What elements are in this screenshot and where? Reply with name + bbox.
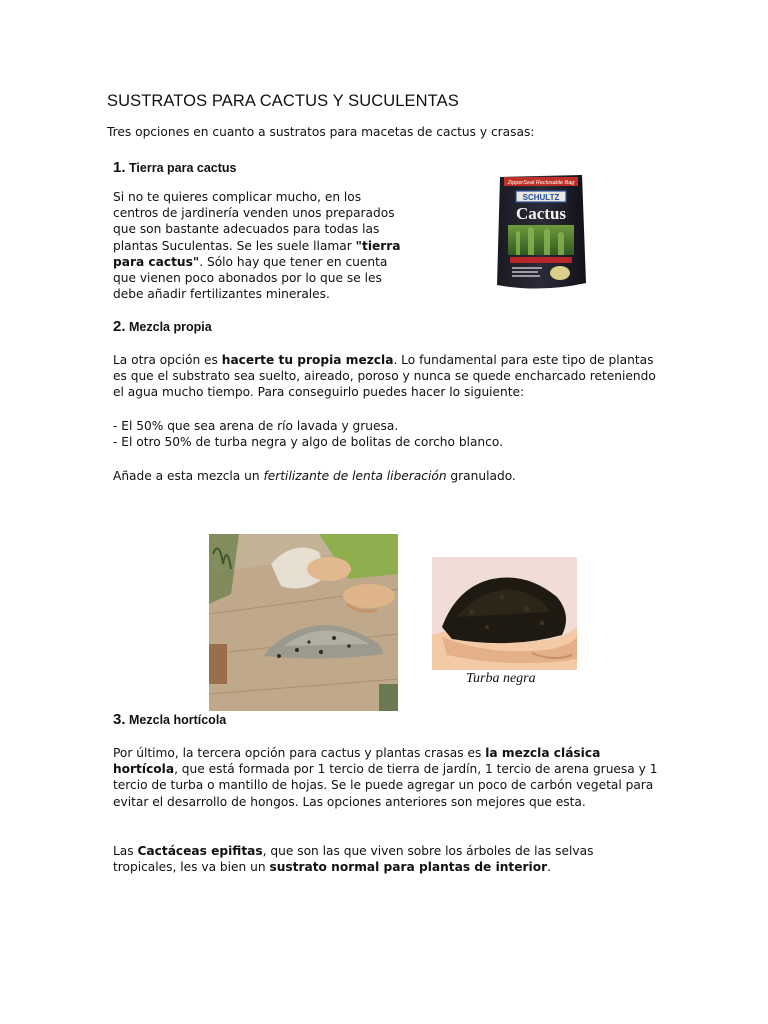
- section-1-text-a: Si no te quieres complicar mucho, en los centros de jardinería venden unos preparados que son bastante adecuados para todas las plantas Suculentas. Se les suele llamar: [113, 190, 395, 253]
- section-2-text-a: La otra opción es: [113, 353, 222, 367]
- peat-caption: Turba negra: [466, 671, 536, 686]
- bag-product-name: Cactus: [515, 204, 567, 223]
- section-3-paragraph-1: [113, 745, 658, 810]
- section-2-heading: [113, 318, 212, 335]
- section-2-text-bold: hacerte tu propia mezcla: [221, 353, 394, 367]
- section-3-text-c: Las: [113, 844, 138, 858]
- section-2-text-italic: fertilizante de lenta liberación: [263, 469, 447, 483]
- cactus-soil-bag-image: [494, 171, 588, 293]
- section-2-text-d: granulado.: [446, 469, 516, 483]
- section-2-list: [113, 418, 658, 450]
- section-2-title: Mezcla propia: [129, 320, 212, 334]
- section-3-text-d: , que son las que viven sobre los árboles de las selvas tropicales, les va bien un: [113, 844, 594, 875]
- section-2-number: 2.: [113, 318, 126, 335]
- bag-brand: SCHULTZ: [522, 193, 560, 202]
- section-2-paragraph-2: [113, 468, 658, 484]
- section-3-paragraph-2: [113, 843, 658, 875]
- section-3-text-bold: la mezcla clásica hortícola: [113, 746, 601, 777]
- section-3-heading: [113, 711, 226, 728]
- section-3-title: Mezcla hortícola: [129, 713, 227, 727]
- section-3-text-bold-2: sustrato normal para plantas de interior: [269, 860, 548, 875]
- section-1-text-b: . Sólo hay que tener en cuenta que vienen poco abonados por lo que se les debe añadir fertilizantes minerales.: [113, 254, 388, 302]
- section-3-text-bold-1: Cactáceas epifitas: [137, 844, 263, 858]
- section-3-number: 3.: [113, 711, 126, 728]
- section-1-title: Tierra para cactus: [129, 161, 237, 175]
- section-1-number: 1.: [113, 159, 126, 176]
- list-item: - El otro 50% de turba negra y algo de bolitas de corcho blanco.: [113, 435, 503, 450]
- section-1-heading: [113, 159, 236, 176]
- list-item: - El 50% que sea arena de río lavada y gruesa.: [113, 419, 399, 433]
- section-2-paragraph-1: [113, 352, 658, 401]
- page-title: SUSTRATOS PARA CACTUS Y SUCULENTAS: [107, 92, 459, 110]
- section-2-text-b: . Lo fundamental para este tipo de plantas es que el substrato sea suelto, aireado, poroso y nunca se quede encharcado reteniendo el agua mucho tiempo. Para conseguirlo puedes hacer lo siguiente:: [113, 353, 656, 400]
- bag-top-label: ZipperSeal Reclosable Bag: [507, 180, 575, 186]
- section-3-text-a: Por último, la tercera opción para cactus y plantas crasas es: [113, 746, 486, 760]
- section-1-text-bold: "tierra para cactus": [113, 238, 401, 269]
- section-3-text-b: , que está formada por 1 tercio de tierra de jardín, 1 tercio de arena gruesa y 1 tercio de turba o mantillo de hojas. Se le puede agregar un poco de carbón vegetal para evitar el desarrollo de hongos. Las opciones anteriores son mejores que esta.: [113, 762, 658, 809]
- section-3-text-e: .: [547, 860, 551, 875]
- intro-text: Tres opciones en cuanto a sustratos para macetas de cactus y crasas:: [107, 125, 535, 139]
- peat-photo: [432, 557, 577, 670]
- section-1-paragraph: [113, 189, 405, 302]
- section-2-text-c: Añade a esta mezcla un: [113, 469, 264, 483]
- mixing-substrate-photo: [209, 534, 398, 711]
